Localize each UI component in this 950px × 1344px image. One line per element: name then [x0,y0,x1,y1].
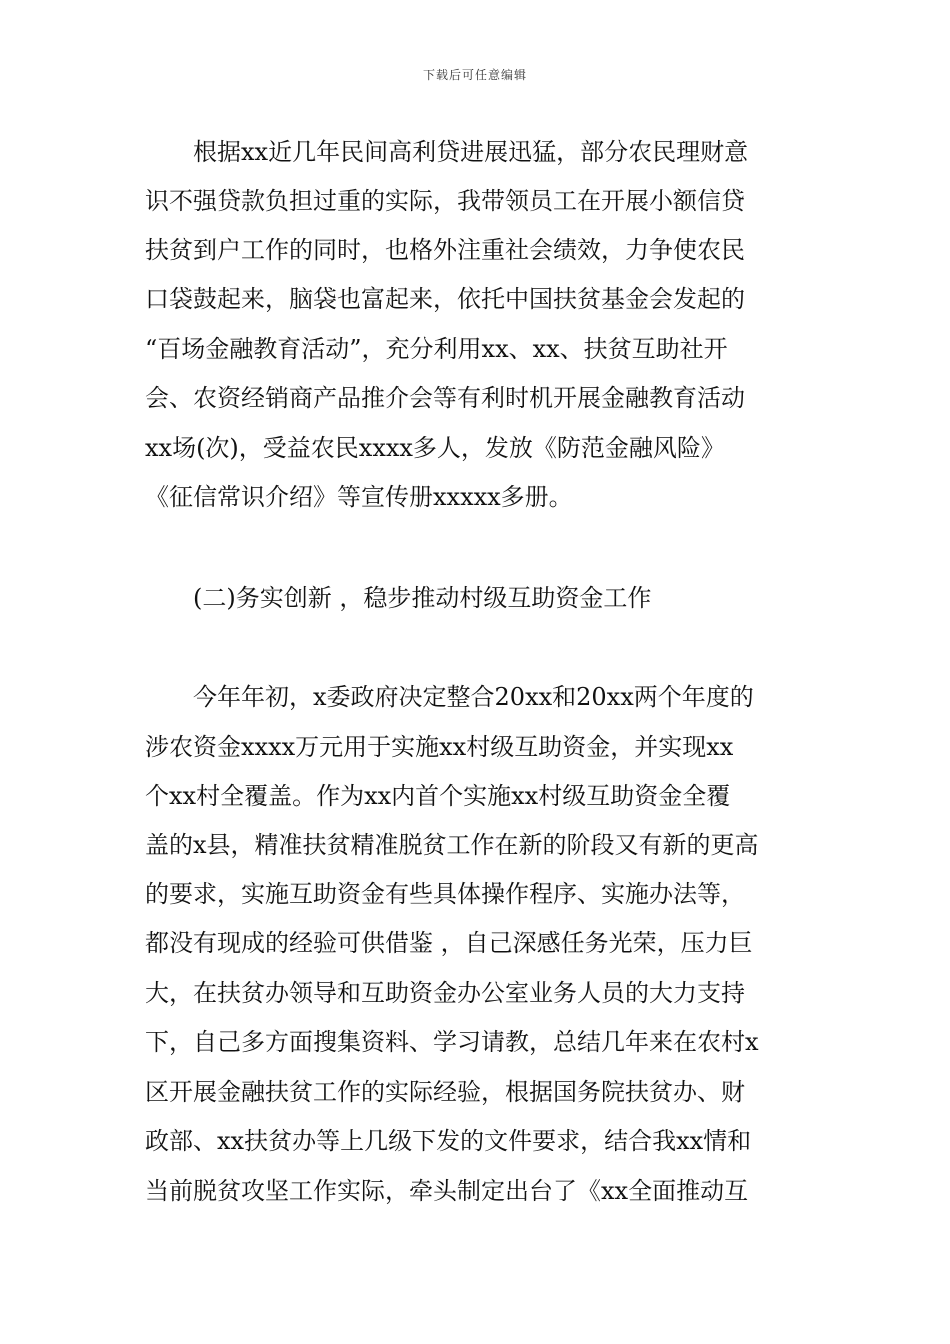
section-heading: (二)务实创新 ，稳步推动村级互助资金工作 [145,584,652,612]
paragraph-line: 个xx村全覆盖。作为xx内首个实施xx村级互助资金全覆 [145,782,731,810]
paragraph-line: 盖的x县，精准扶贫精准脱贫工作在新的阶段又有新的更高 [145,831,759,859]
paragraph-line: 大，在扶贫办领导和互助资金办公室业务人员的大力支持 [145,979,745,1007]
paragraph-line: 当前脱贫攻坚工作实际，牵头制定出台了《xx全面推动互 [145,1177,749,1205]
page-header: 下载后可任意编辑 [422,68,527,82]
paragraph-line: 今年年初，x委政府决定整合20xx和20xx两个年度的 [145,683,754,711]
paragraph-line: 《征信常识介绍》等宣传册xxxxx多册。 [145,483,573,511]
paragraph-line: 会、农资经销商产品推介会等有利时机开展金融教育活动 [145,384,745,412]
paragraph-line: 政部、xx扶贫办等上几级下发的文件要求，结合我xx情和 [145,1127,752,1155]
paragraph-line: xx场(次)，受益农民xxxx多人，发放《防范金融风险》 [145,434,725,462]
paragraph-line: “百场金融教育活动”，充分利用xx、xx、扶贫互助社开 [145,335,728,363]
paragraph-line: 根据xx近几年民间高利贷进展迅猛，部分农民理财意 [145,138,749,166]
paragraph-line: 的要求，实施互助资金有些具体操作程序、实施办法等， [145,880,745,908]
paragraph-line: 区开展金融扶贫工作的实际经验，根据国务院扶贫办、财 [145,1078,745,1106]
paragraph-line: 涉农资金xxxx万元用于实施xx村级互助资金，并实现xx [145,733,734,761]
paragraph-line: 都没有现成的经验可供借鉴 ，自己深感任务光荣，压力巨 [145,929,753,957]
paragraph-line: 识不强贷款负担过重的实际，我带领员工在开展小额信贷 [145,187,745,215]
paragraph-line: 扶贫到户工作的同时，也格外注重社会绩效，力争使农民 [145,236,745,264]
paragraph-line: 下，自己多方面搜集资料、学习请教，总结几年来在农村x [145,1028,759,1056]
paragraph-line: 口袋鼓起来，脑袋也富起来，依托中国扶贫基金会发起的 [145,285,745,313]
